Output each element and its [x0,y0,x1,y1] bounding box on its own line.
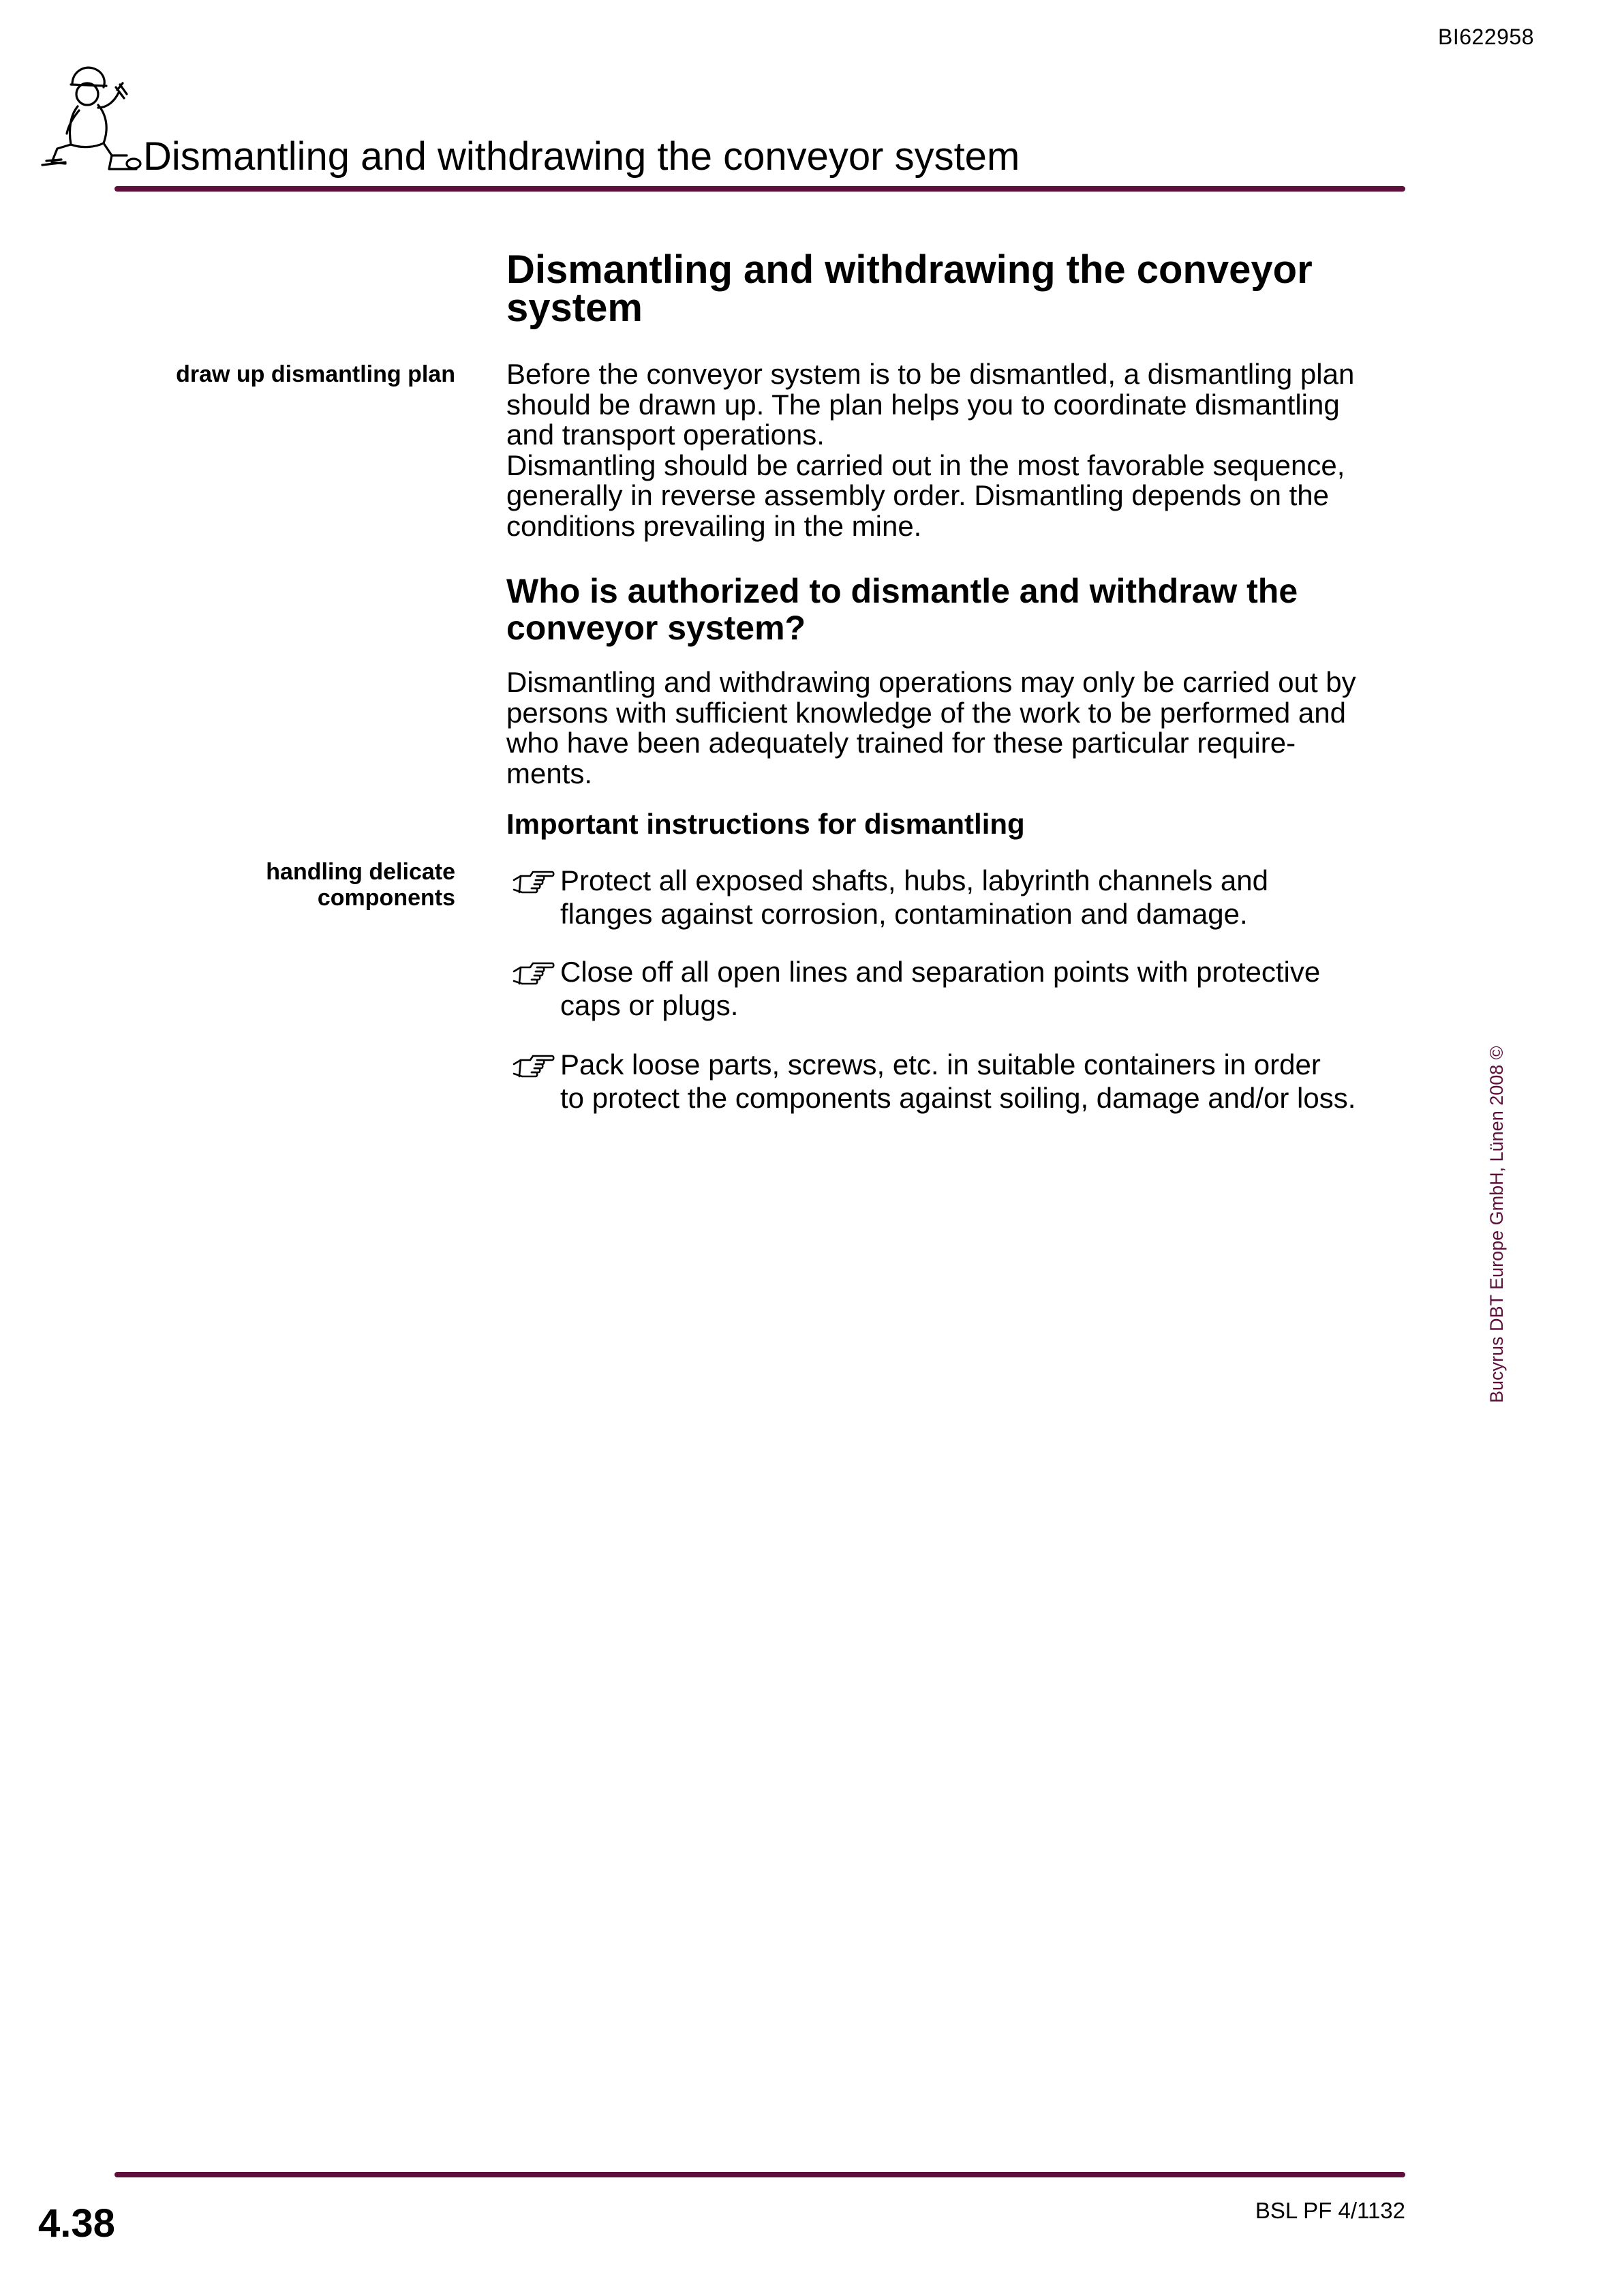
footer-rule [114,2172,1405,2177]
instructions-heading: Important instructions for dismantling [506,808,1025,840]
document-id: BI622958 [1438,25,1535,49]
text-line: should be drawn up. The plan helps you to coordinate dismantling [506,388,1340,421]
intro-paragraph [506,359,1420,541]
worker-with-tools-icon [41,60,143,176]
text-line: and transport operations. [506,419,825,451]
text-line: Pack loose parts, screws, etc. in suitable containers in order [560,1048,1321,1081]
instruction-item [512,955,1419,1022]
text-line: Before the conveyor system is to be dismantled, a dismantling plan [506,358,1355,390]
instruction-text [560,864,1419,931]
page-number: 4.38 [38,2201,115,2246]
pointing-hand-icon [512,865,555,896]
authorized-heading: Who is authorized to dismantle and withdraw the conveyor system? [506,572,1298,647]
pointing-hand-icon [512,956,555,988]
text-line: who have been adequately trained for these particular require- [506,727,1296,759]
text-line: Dismantling and withdrawing operations may only be carried out by [506,666,1356,698]
page-header-title: Dismantling and withdrawing the conveyor system [143,134,1020,179]
pointing-hand-icon [512,1049,555,1081]
copyright-sidebar [1482,1046,1512,1403]
text-line: to protect the components against soiling, damage and/or loss. [560,1082,1356,1114]
text-line: generally in reverse assembly order. Dismantling depends on the [506,479,1329,511]
text-line: flanges against corrosion, contamination and damage. [560,898,1248,930]
text-line: Dismantling should be carried out in the most favorable sequence, [506,449,1345,481]
text-line: Protect all exposed shafts, hubs, labyrinth channels and [560,864,1268,896]
instruction-text [560,1048,1419,1115]
authorized-paragraph [506,667,1420,789]
instruction-item [512,1048,1419,1115]
margin-note-delicate [101,859,455,911]
margin-note-line: components [317,885,455,911]
instruction-text [560,955,1419,1022]
margin-note-line: handling delicate [266,859,455,885]
text-line: Close off all open lines and separation points with protective [560,956,1321,988]
text-line: conditions prevailing in the mine. [506,509,922,542]
instruction-item [512,864,1419,931]
text-line: ments. [506,757,593,789]
document-reference: BSL PF 4/1132 [1255,2198,1405,2223]
margin-note-plan: draw up dismantling plan [176,361,455,387]
header-rule [114,186,1405,192]
section-heading: Dismantling and withdrawing the conveyor system [506,247,1313,330]
text-line: persons with sufficient knowledge of the work to be performed and [506,696,1346,729]
text-line: caps or plugs. [560,989,739,1021]
copyright-text: Bucyrus DBT Europe GmbH, Lünen 2008 © [1486,1046,1507,1403]
